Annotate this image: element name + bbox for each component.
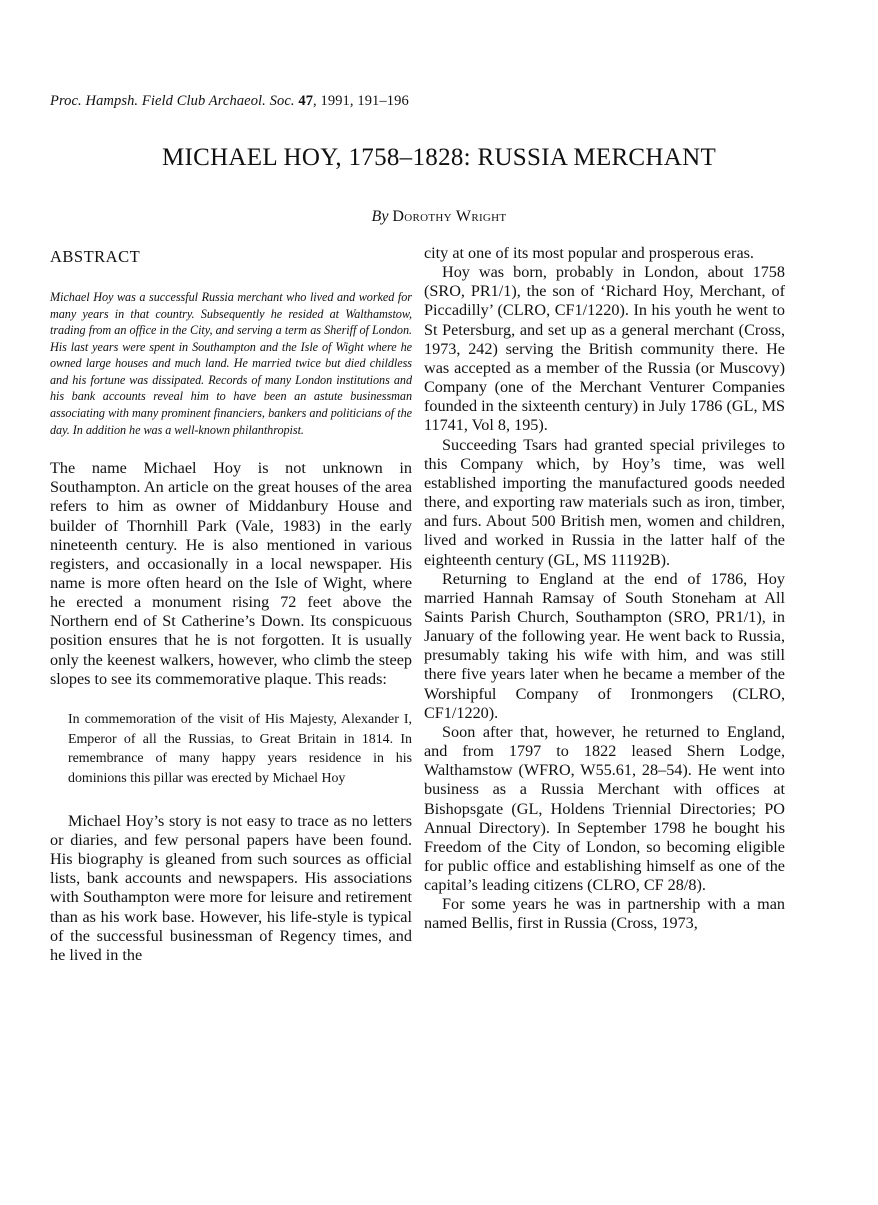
paragraph-returning: Returning to England at the end of 1786, Hoy married Hannah Ramsay of South Stoneham at All Saints Parish Church, Southampton (SRO, PR1/1), in January of the following year. He went back to Russia, presumably taking his wife with him, and was still there five years later when he became a member of the Worshipful Company of Ironmongers (CLRO, CF1/1220). [424, 569, 785, 722]
article-title: MICHAEL HOY, 1758–1828: RUSSIA MERCHANT [161, 144, 717, 171]
right-column [424, 244, 785, 934]
paragraph-partnership: For some years he was in partnership with a man named Bellis, first in Russia (Cross, 1973, [424, 895, 785, 933]
abstract-text: Michael Hoy was a successful Russia merchant who lived and worked for many years in that country. Subsequently he resided at Walthamstow, trading from an office in the City, and serving a term as Sheriff of London. His last years were spent in Southampton and the Isle of Wight where he owned large houses and much land. He married twice but died childless and his fortune was dissipated. Records of many London institutions and his bank accounts reveal him to have been an astute businessman associating with many prominent financiers, bankers and politicians of the day. In addition he was a well-known philanthropist. [50, 290, 412, 437]
byline [0, 208, 878, 226]
journal-citation [50, 93, 409, 110]
paragraph-story: Michael Hoy’s story is not easy to trace as no letters or diaries, and few personal papers have been found. His biography is gleaned from such sources as official lists, bank accounts and newspapers. His associations with Southampton were more for leisure and retirement than as his work base. However, his life-style is typical of the successful businessman of Regency times, and he lived in the [50, 811, 412, 964]
plaque-inscription: In commemoration of the visit of His Majesty, Alexander I, Emperor of all the Russias, to Great Britain in 1814. In remembrance of many happy years residence in his dominions this pillar was erected by Michael Hoy [68, 711, 412, 787]
paragraph-continuation: city at one of its most popular and prosperous eras. [424, 244, 754, 262]
byline-by: By [371, 208, 389, 225]
paragraph-intro: The name Michael Hoy is not unknown in Southampton. An article on the great houses of the area refers to him as owner of Middanbury House and builder of Thornhill Park (Vale, 1983) in the early nineteenth century. He is also mentioned in various registers, and occasionally in a local newspaper. His name is more often heard on the Isle of Wight, where he erected a monument rising 72 feet above the Northern end of St Catherine’s Down. Its conspicuous position ensures that he is not forgotten. It is usually only the keenest walkers, however, who climb the steep slopes to see its commemorative plaque. This reads: [50, 459, 412, 688]
paragraph-born: Hoy was born, probably in London, about 1758 (SRO, PR1/1), the son of ‘Richard Hoy, Merchant, of Piccadilly’ (CLRO, CF1/1220). In his youth he went to St Petersburg, and set up as a general merchant (Cross, 1973, 242) serving the British community there. He was accepted as a member of the Russia (or Muscovy) Company (one of the Merchant Venturer Companies founded in the sixteenth century) in July 1786 (GL, MS 11741, Vol 8, 195). [424, 263, 785, 435]
journal-year-pages: , 1991, 191–196 [313, 93, 409, 109]
paragraph-soon: Soon after that, however, he returned to England, and from 1797 to 1822 leased Shern Lodge, Walthamstow (WFRO, W55.61, 28–54). He went into business as a Russia Merchant with offices at Bishopsgate (GL, Holdens Triennial Directories; PO Annual Directory). In September 1798 he bought his Freedom of the City of London, so becoming eligible for public office and establishing himself as one of the capital’s leading citizens (CLRO, CF 28/8). [424, 722, 785, 895]
left-column [50, 244, 412, 965]
journal-name: Proc. Hampsh. Field Club Archaeol. Soc. [50, 93, 295, 109]
author-name: Dorothy Wright [392, 208, 507, 225]
abstract-heading: ABSTRACT [50, 247, 141, 266]
journal-volume: 47 [298, 93, 314, 109]
paragraph-tsars: Succeeding Tsars had granted special privileges to this Company which, by Hoy’s time, was well established importing the manufactured goods needed there, and exporting raw materials such as iron, timber, and furs. About 500 British men, women and children, lived and worked in Russia in the latter half of the eighteenth century (GL, MS 11192B). [424, 435, 785, 569]
